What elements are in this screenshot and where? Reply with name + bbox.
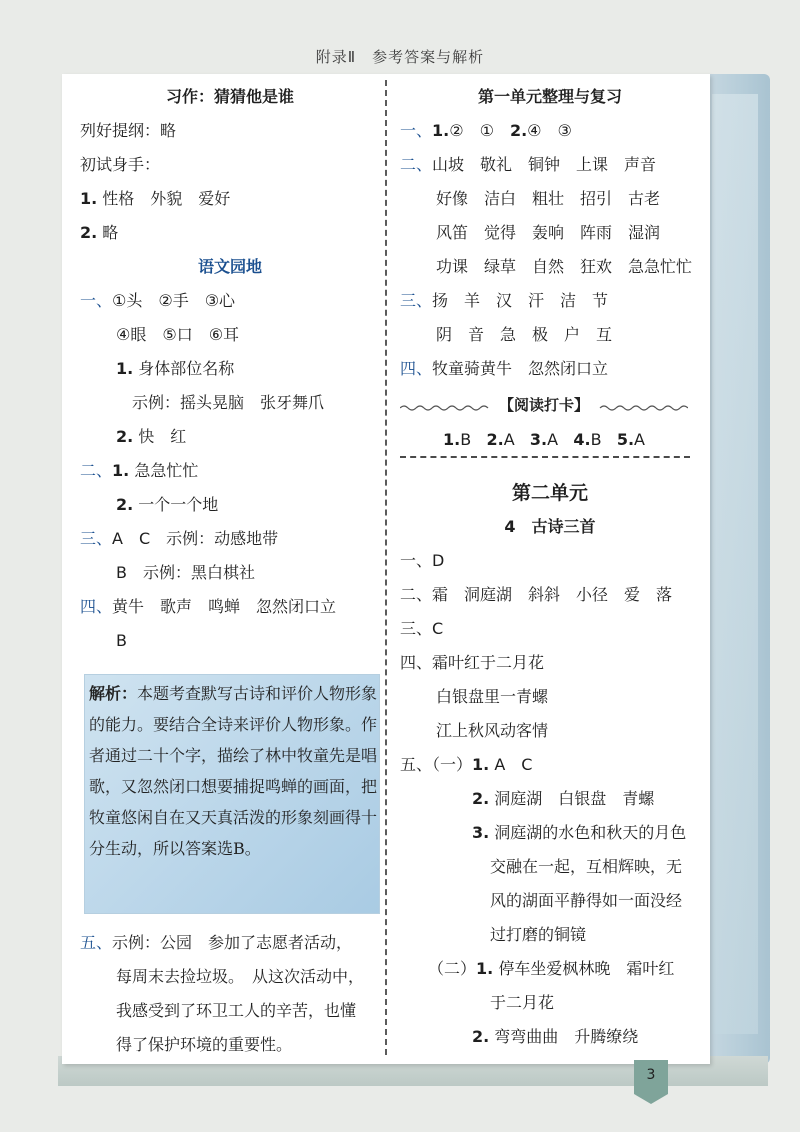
trial-item-2: 2. 略 [80, 223, 119, 242]
garden-section-5-c: 我感受到了环卫工人的辛苦，也懂 [116, 1001, 357, 1020]
trial-line: 初试身手： [80, 155, 161, 174]
column-divider [385, 80, 387, 1055]
garden-section-2-b: 2. 一个一个地 [116, 495, 219, 514]
lesson-q5: 五、（一）1. A C [400, 755, 533, 774]
garden-section-4-b: B [116, 631, 127, 650]
reading-q1-ans: B [460, 430, 472, 449]
lesson-q1: 一、D [400, 551, 445, 570]
trial-item-1: 1. 性格 外貌 爱好 [80, 189, 231, 208]
garden-section-3-b: B 示例：黑白棋社 [116, 563, 255, 582]
garden-section-1-c: 1. 身体部位名称 [116, 359, 235, 378]
reading-q2-num: 2. [486, 430, 504, 449]
outline-line: 列好提纲：略 [80, 121, 177, 140]
review-section-3-b: 阴 音 急 极 户 互 [436, 325, 613, 344]
garden-section-1-b: ④眼 ⑤口 ⑥耳 [116, 325, 240, 344]
right-column-lower [400, 476, 700, 1054]
lesson-title: 4 古诗三首 [504, 517, 596, 536]
reading-title: 【阅读打卡】 [498, 396, 589, 414]
reading-answers [400, 425, 688, 455]
reading-q4-ans: B [590, 430, 602, 449]
garden-title: 语文园地 [197, 257, 262, 276]
garden-section-5: 五、示例：公园 参加了志愿者活动， [80, 933, 353, 952]
lesson-q4-b: 白银盘里一青螺 [436, 687, 549, 706]
garden-section-1-d: 示例：摇头晃脑 张牙舞爪 [132, 393, 325, 412]
lesson-q4: 四、霜叶红于二月花 [400, 653, 545, 672]
lesson-q5-3-b: 交融在一起，互相辉映，无 [490, 857, 683, 876]
page-number: 3 [646, 1067, 656, 1083]
left-column-bottom [80, 926, 380, 1062]
lesson-q5-3-c: 风的湖面平静得如一面没经 [490, 891, 683, 910]
page-number-badge [634, 1060, 668, 1100]
lesson-q2: 二、霜 洞庭湖 斜斜 小径 爱 落 [400, 585, 673, 604]
right-column [400, 80, 700, 386]
lesson-q5-3: 3. 洞庭湖的水色和秋天的月色 [472, 823, 687, 842]
side-panel [700, 74, 770, 1064]
garden-section-5-b: 每周末去捡垃圾。 从这次活动中， [116, 967, 365, 986]
reading-q3-num: 3. [529, 430, 548, 449]
analysis-label: 解析： [89, 684, 138, 703]
review-title: 第一单元整理与复习 [477, 87, 622, 106]
reading-q5-ans: A [634, 430, 645, 449]
garden-section-2: 二、1. 急急忙忙 [80, 461, 199, 480]
header-running-title: 附录Ⅱ 参考答案与解析 [315, 48, 485, 66]
review-section-2-c: 风笛 觉得 轰响 阵雨 湿润 [436, 223, 661, 242]
review-section-3: 三、扬 羊 汉 汗 洁 节 [400, 291, 609, 310]
lesson-q6-2: 2. 弯弯曲曲 升腾缭绕 [472, 1027, 639, 1046]
review-section-4: 四、牧童骑黄牛 忽然闭口立 [400, 359, 609, 378]
reading-q3-ans: A [547, 430, 559, 449]
unit2-title: 第二单元 [511, 482, 588, 504]
reading-q5-num: 5. [616, 430, 635, 449]
section-dashed-divider [400, 456, 690, 458]
reading-q1-num: 1. [443, 430, 461, 449]
lesson-q6: （二）1. 停车坐爱枫林晚 霜叶红 [428, 959, 675, 978]
review-section-2-b: 好像 洁白 粗壮 招引 古老 [436, 189, 661, 208]
lesson-q6-b: 于二月花 [490, 993, 555, 1012]
reading-q4-num: 4. [573, 430, 591, 449]
garden-section-3: 三、A C 示例：动感地带 [80, 529, 279, 548]
review-section-2-d: 功课 绿草 自然 狂欢 急急忙忙 [436, 257, 693, 276]
left-column [80, 80, 380, 658]
analysis-body: 本题考查默写古诗和评价人物形象的能力。要结合全诗来评价人物形象。作者通过二十个字，描绘了林中牧童先是唱歌，又忽然闭口想要捕捉鸣蝉的画面，把牧童悠闲自在又天真活泼的形象刻画得十分生动，所以答案选B。 [89, 684, 378, 858]
lesson-q5-3-d: 过打磨的铜镜 [490, 925, 587, 944]
review-section-2: 二、山坡 敬礼 铜钟 上课 声音 [400, 155, 657, 174]
garden-section-4: 四、黄牛 歌声 鸣蝉 忽然闭口立 [80, 597, 337, 616]
lesson-q5-2: 2. 洞庭湖 白银盘 青螺 [472, 789, 655, 808]
lesson-q4-c: 江上秋风动客情 [436, 721, 549, 740]
analysis-text [89, 678, 379, 864]
side-panel-strip [712, 94, 758, 1034]
review-section-1: 一、1.② ① 2.④ ③ [400, 121, 572, 140]
garden-section-5-d: 得了保护环境的重要性。 [116, 1035, 293, 1054]
lesson-q3: 三、C [400, 619, 444, 638]
reading-q2-ans: A [503, 430, 515, 449]
garden-section-1-e: 2. 快 红 [116, 427, 187, 446]
writing-title: 习作：猜猜他是谁 [165, 87, 294, 106]
garden-section-1: 一、①头 ②手 ③心 [80, 291, 236, 310]
